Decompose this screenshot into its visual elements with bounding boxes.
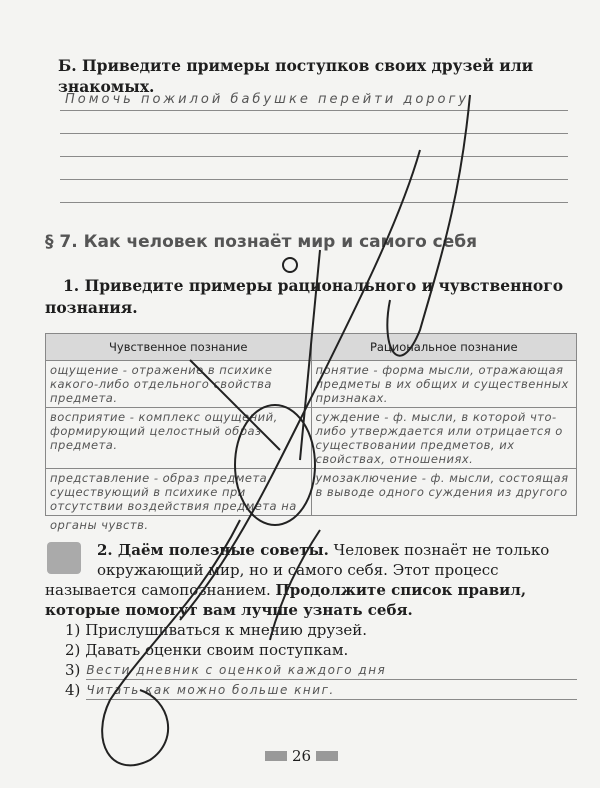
list-item bbox=[45, 660, 577, 680]
cell: понятие - форма мысли, отражающая предметы в их общих и существенных признаках. bbox=[311, 361, 577, 408]
owl-icon bbox=[47, 542, 81, 574]
answer-line bbox=[60, 133, 568, 134]
task1-prompt bbox=[45, 275, 575, 319]
answer-line bbox=[60, 179, 568, 180]
table-row bbox=[46, 361, 577, 408]
task2-text2: Продолжите список правил, которые помогут вам лучше узнать себя. bbox=[45, 581, 527, 619]
table-row bbox=[46, 469, 577, 516]
section-title: § 7. Как человек познаёт мир и самого себя bbox=[45, 232, 478, 252]
item-answer: Читать как можно больше книг. bbox=[86, 681, 577, 700]
page-bar-left bbox=[265, 751, 287, 761]
task-b-prompt: Б. Приведите примеры поступков своих друзей или знакомых. bbox=[58, 56, 534, 96]
task1-prompt-text: 1. Приведите примеры рационального и чувственного познания. bbox=[45, 276, 564, 317]
header-sensory: Чувственное познание bbox=[46, 334, 312, 361]
list-item bbox=[45, 640, 577, 660]
task-b-answer: Помочь пожилой бабушке перейти дорогу bbox=[65, 92, 470, 107]
page-number-text: 26 bbox=[292, 747, 312, 765]
item-number: 2) bbox=[65, 641, 81, 659]
list-item bbox=[45, 680, 577, 700]
cell: суждение - ф. мысли, в которой что-либо утверждается или отрицается о существовании предметов, их свойствах, отношениях. bbox=[311, 408, 577, 469]
table-row bbox=[46, 408, 577, 469]
task2-text1: Человек познаёт не только окружающий мир, но и самого себя. Этот процесс называется самопознанием. bbox=[45, 541, 550, 599]
answer-line bbox=[60, 156, 568, 157]
item-answer: Вести дневник с оценкой каждого дня bbox=[86, 661, 577, 680]
cognition-table bbox=[45, 333, 577, 516]
table-overflow-text: органы чувств. bbox=[50, 518, 149, 532]
page-bar-right bbox=[316, 751, 338, 761]
cell: умозаключение - ф. мысли, состоящая в выводе одного суждения из другого bbox=[311, 469, 577, 516]
lower-content bbox=[45, 333, 577, 700]
task2-text bbox=[45, 540, 577, 620]
item-number: 3) bbox=[65, 661, 81, 679]
item-text: Прислушиваться к мнению друзей. bbox=[85, 621, 368, 639]
page-number bbox=[265, 747, 338, 765]
item-number: 4) bbox=[65, 681, 81, 699]
answer-line bbox=[60, 202, 568, 203]
cell: ощущение - отражение в психике какого-либо отдельного свойства предмета. bbox=[46, 361, 312, 408]
task2-title: 2. Даём полезные советы. bbox=[97, 541, 329, 559]
header-rational: Рациональное познание bbox=[311, 334, 577, 361]
answer-line bbox=[60, 110, 568, 111]
cell: представление - образ предмета, существующий в психике при отсутствии воздействия предмета на bbox=[46, 469, 312, 516]
item-text: Давать оценки своим поступкам. bbox=[85, 641, 349, 659]
item-number: 1) bbox=[65, 621, 81, 639]
cell: восприятие - комплекс ощущений, формирующий целостный образ предмета. bbox=[46, 408, 312, 469]
list-item bbox=[45, 620, 577, 640]
